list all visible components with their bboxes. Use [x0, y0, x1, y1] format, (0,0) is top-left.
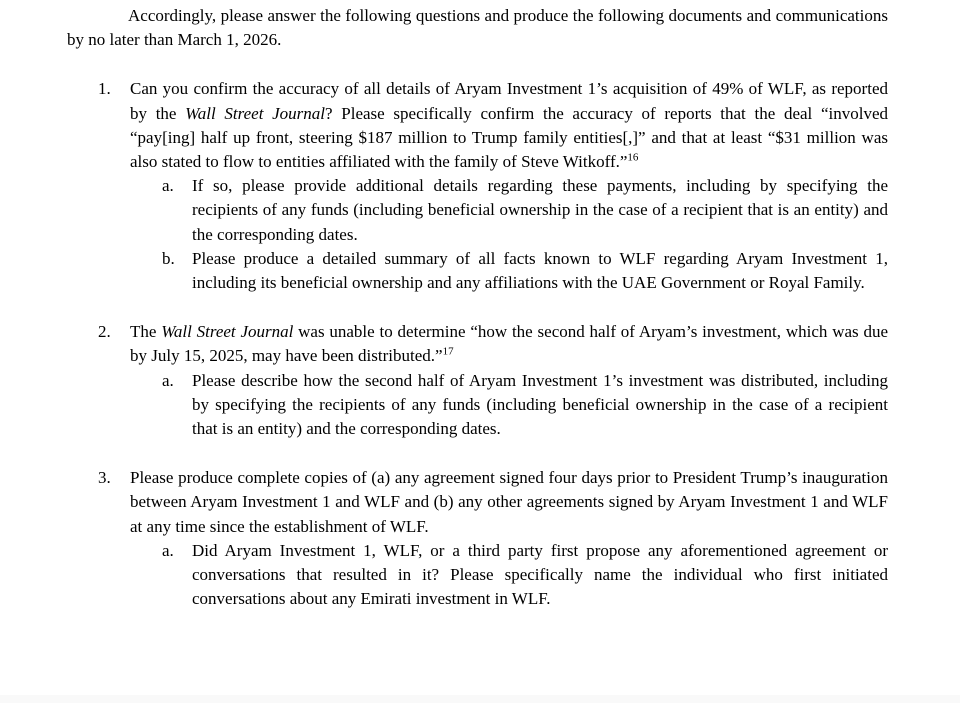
- subitem-text: [192, 247, 888, 295]
- item-number: 1.: [98, 79, 111, 99]
- footnote-reference: 17: [442, 345, 454, 358]
- item-text: [130, 466, 888, 539]
- text-segment: Please describe how the second half of Aryam Investment 1’s investment was distributed, including by specifying the recipients of any funds (including beneficial ownership in the case of a recipient that is an entity) and the corresponding dates.: [192, 370, 888, 439]
- subitem-letter: b.: [162, 248, 175, 268]
- list-item-3: [98, 466, 888, 611]
- list-item-1: [98, 77, 888, 295]
- question-list: [98, 77, 888, 611]
- list-subitem-3a: [130, 539, 888, 612]
- text-segment: The: [130, 322, 162, 342]
- intro-paragraph: [67, 4, 888, 52]
- text-segment: Can you confirm the accuracy of all details of Aryam Investment 1’s acquisition of 49% of WLF, as reported by the: [130, 79, 888, 123]
- publication-name: Wall Street Journal: [161, 322, 294, 342]
- text-segment: ? Please specifically confirm the accuracy of reports that the deal “involved “pay[ing] half up front, steering $187 million to Trump family entities[,]” and that at least “$31 million was also stated to flow to entities affiliated with the family of Steve Witkoff.”: [130, 103, 888, 172]
- list-subitem-1b: [130, 247, 888, 295]
- list-subitem-1a: [130, 174, 888, 247]
- subitem-text: [192, 174, 888, 247]
- item-number: 2.: [98, 322, 111, 342]
- subitem-letter: a.: [162, 540, 174, 560]
- item-text: [130, 320, 888, 368]
- subitem-letter: a.: [162, 176, 174, 196]
- text-segment: If so, please provide additional details regarding these payments, including by specifying the recipients of any funds (including beneficial ownership in the case of a recipient that is an entity) and the corresponding dates.: [192, 176, 888, 244]
- subitem-letter: a.: [162, 370, 174, 390]
- subitem-group: [130, 539, 888, 612]
- item-text: [130, 77, 888, 174]
- subitem-text: [192, 539, 888, 612]
- text-segment: Did Aryam Investment 1, WLF, or a third party first propose any aforementioned agreement or conversations that resulted in it? Please specifically name the individual who first initiated conversations about any Emirati investment in WLF.: [192, 540, 888, 609]
- subitem-group: [130, 369, 888, 442]
- list-subitem-2a: [130, 369, 888, 442]
- text-segment: Accordingly, please answer the following questions and produce the following documents and communications by no later than March 1, 2026.: [67, 6, 888, 50]
- text-segment: Please produce complete copies of (a) any agreement signed four days prior to President Trump’s inauguration between Aryam Investment 1 and WLF and (b) any other agreements signed by Aryam Investment 1 and WLF at any time since the establishment of WLF.: [130, 468, 888, 536]
- subitem-group: [130, 174, 888, 295]
- subitem-text: [192, 369, 888, 442]
- footnote-reference: 16: [627, 151, 639, 164]
- page-bottom-edge: [0, 695, 960, 703]
- item-number: 3.: [98, 468, 111, 488]
- publication-name: Wall Street Journal: [185, 103, 326, 123]
- list-item-2: [98, 320, 888, 441]
- text-segment: Please produce a detailed summary of all facts known to WLF regarding Aryam Investment 1, including its beneficial ownership and any affiliations with the UAE Government or Royal Family.: [192, 248, 888, 293]
- text-segment: was unable to determine “how the second half of Aryam’s investment, which was due by July 15, 2025, may have been distributed.”: [130, 322, 888, 366]
